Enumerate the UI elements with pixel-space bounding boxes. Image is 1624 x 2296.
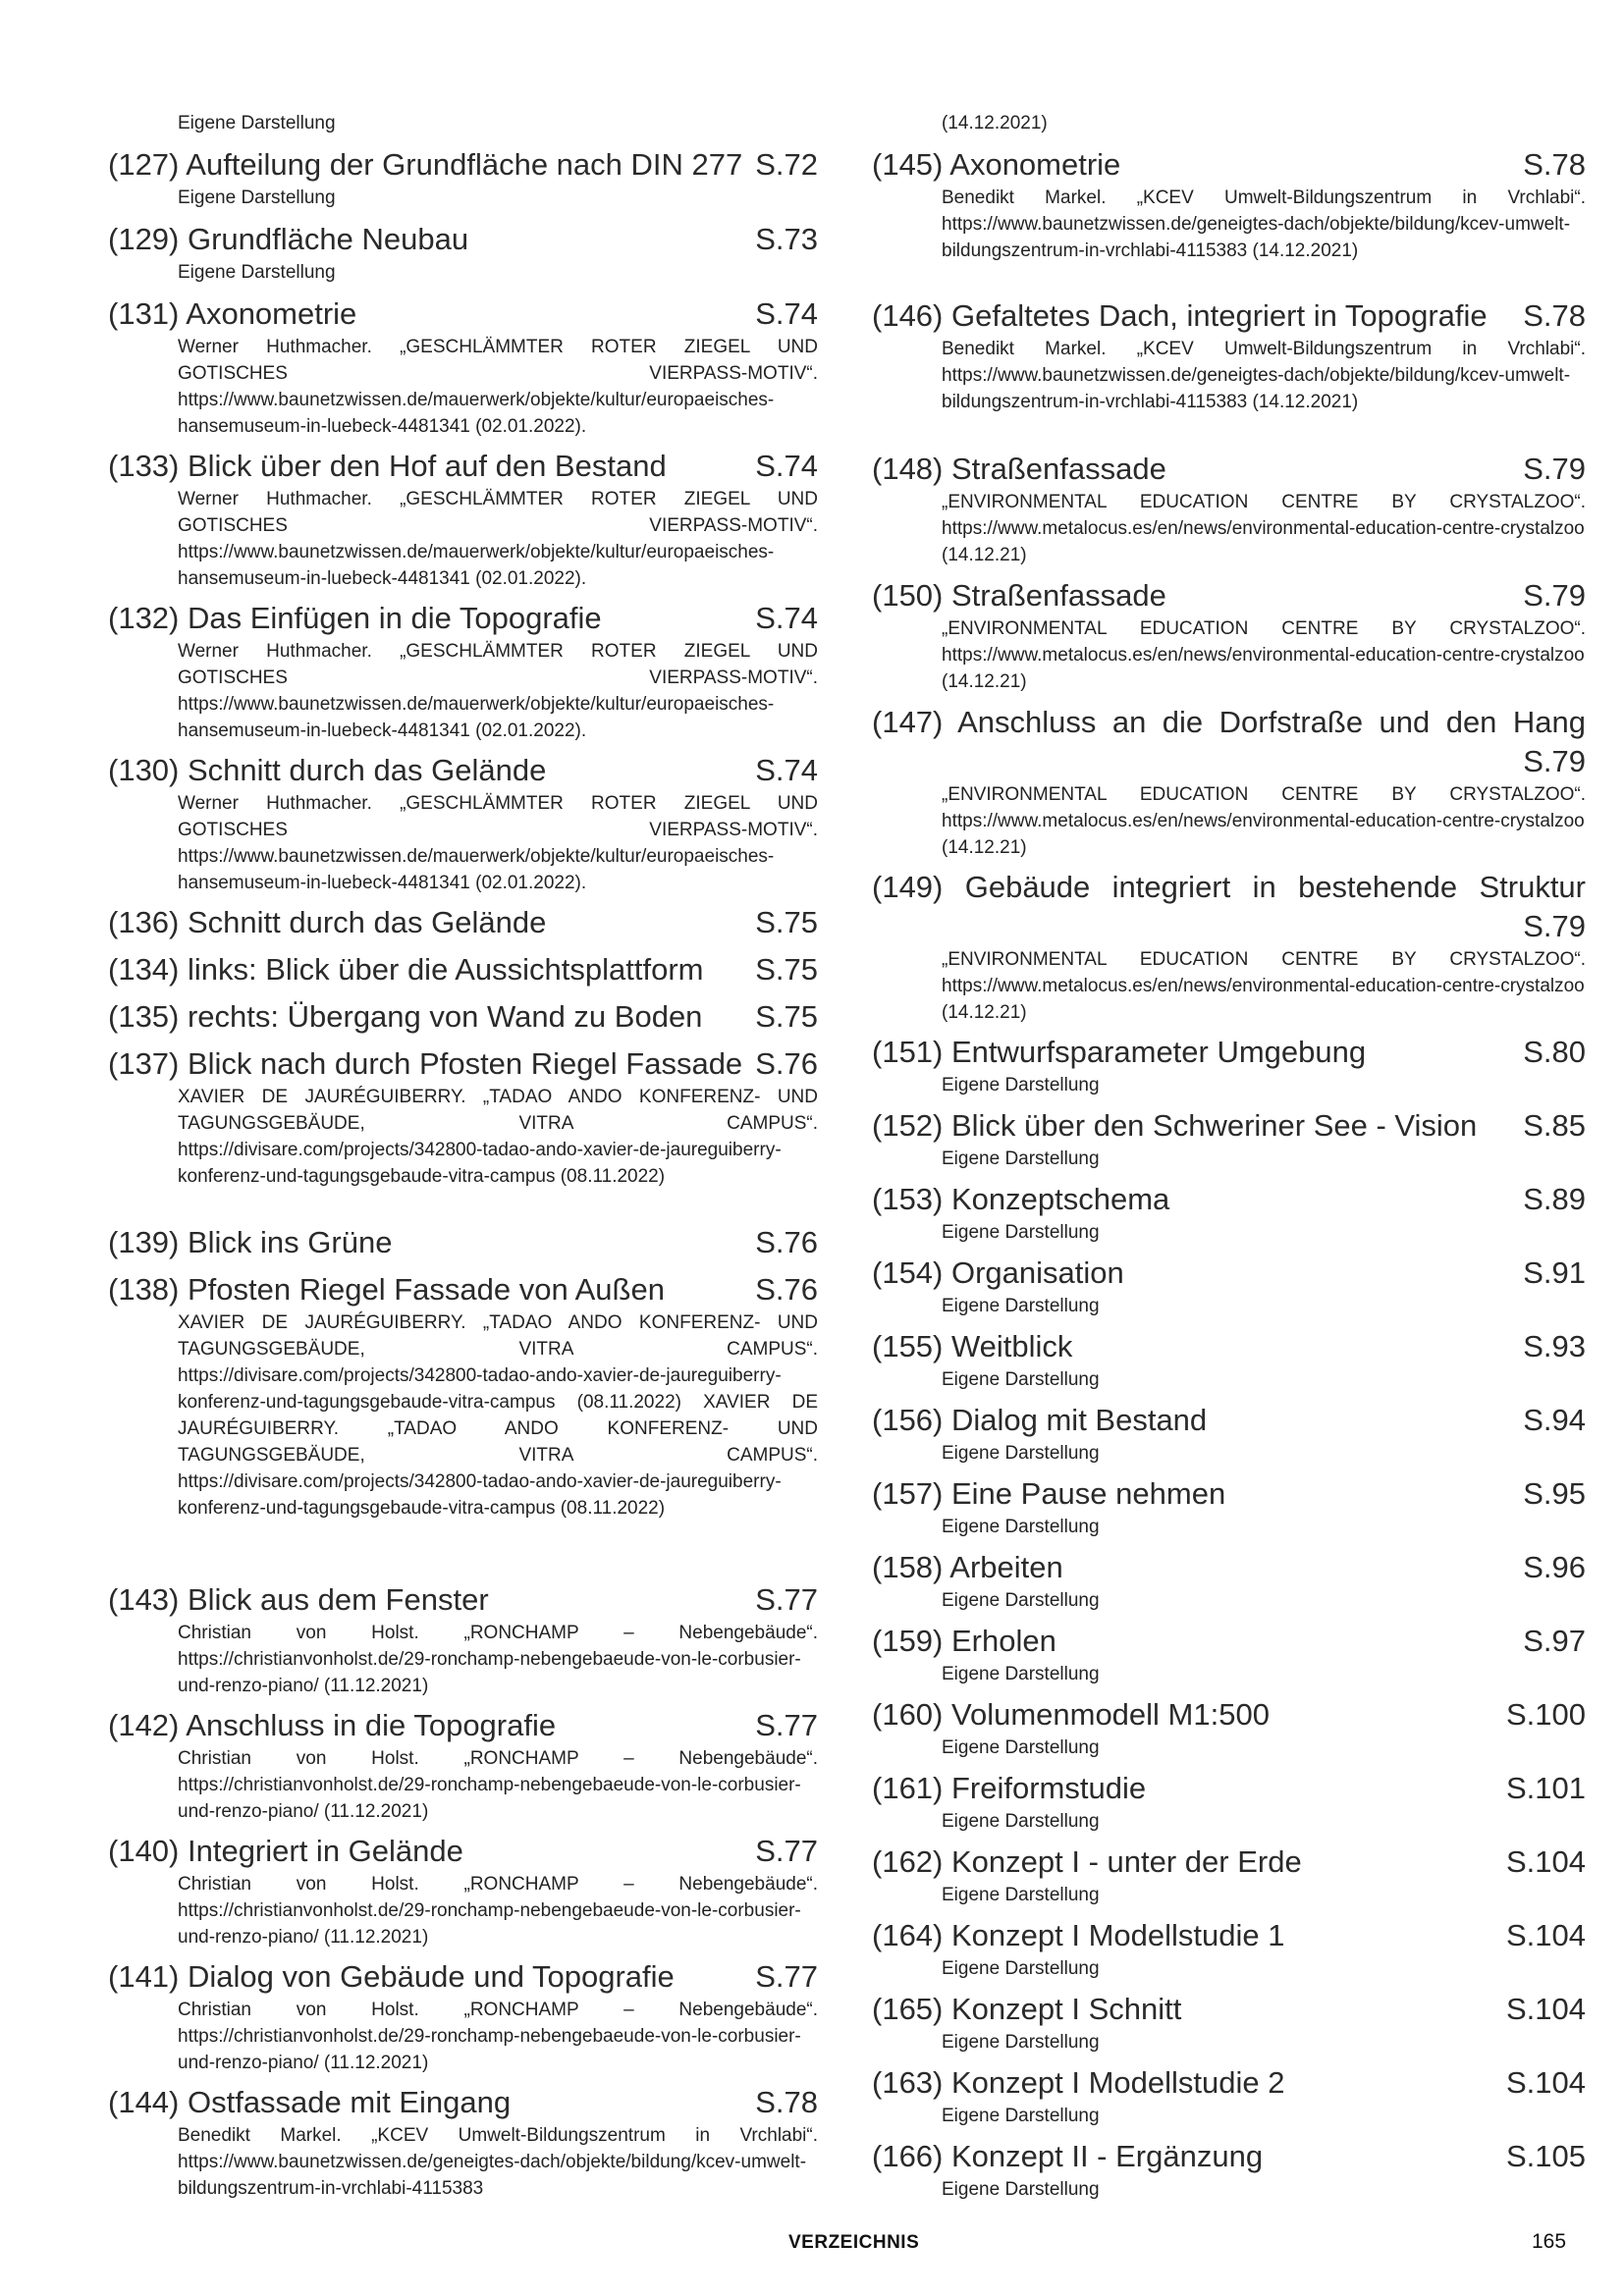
figure-title: (129) Grundfläche Neubau (108, 222, 469, 256)
figure-entry (108, 997, 818, 1037)
figure-source: Eigene Darstellung (942, 1590, 1100, 1611)
entry-heading (108, 903, 818, 942)
figure-source: Benedikt Markel. „KCEV Umwelt-Bildungszentrum in Vrchlabi“. https://www.baunetzwissen.de/geneigtes-dach/objekte/bildung/kcev-umwelt-bildungszentrum-in-vrchlabi-4115383 (178, 2125, 818, 2199)
entry-heading (872, 1033, 1586, 1072)
figure-entry (872, 2137, 1586, 2203)
figure-title: (159) Erholen (872, 1624, 1056, 1658)
figure-source: „ENVIRONMENTAL EDUCATION CENTRE BY CRYSTALZOO“. https://www.metalocus.es/en/news/environmental-education-centre-crystalzoo (14.12.21) (942, 618, 1586, 692)
figure-title: (158) Arbeiten (872, 1550, 1063, 1584)
figure-entry (108, 145, 818, 211)
entry-heading (872, 1327, 1586, 1366)
page-reference: S.74 (755, 753, 818, 787)
figure-source: Eigene Darstellung (942, 2179, 1100, 2200)
figure-entry (872, 1474, 1586, 1540)
figure-entry (872, 576, 1586, 695)
figure-title: (144) Ostfassade mit Eingang (108, 2085, 512, 2119)
figure-title: (157) Eine Pause nehmen (872, 1476, 1226, 1511)
figure-source: Eigene Darstellung (942, 1369, 1100, 1390)
entry-heading (872, 2063, 1586, 2103)
footer-page-number: 165 (1532, 2230, 1567, 2253)
page-reference: S.89 (1523, 1182, 1586, 1216)
figure-source: Eigene Darstellung (942, 1075, 1100, 1095)
figure-title: (153) Konzeptschema (872, 1182, 1170, 1216)
figure-entry (872, 1990, 1586, 2056)
page-reference: S.77 (755, 1582, 818, 1617)
entry-heading (108, 2083, 818, 2122)
figure-source: Benedikt Markel. „KCEV Umwelt-Bildungszentrum in Vrchlabi“. https://www.baunetzwissen.de/geneigtes-dach/objekte/bildung/kcev-umwelt-bildungszentrum-in-vrchlabi-4115383 (14.12.2021) (942, 187, 1586, 261)
page-reference: S.97 (1523, 1624, 1586, 1658)
figure-entry (108, 903, 818, 942)
page-reference: S.77 (755, 1834, 818, 1868)
figure-title: (140) Integriert in Gelände (108, 1834, 463, 1868)
page-reference: S.75 (755, 952, 818, 987)
page-reference: S.100 (1505, 1697, 1586, 1732)
entry-heading (872, 1401, 1586, 1440)
entry-heading (872, 1106, 1586, 1146)
page-reference: S.79 (1523, 578, 1586, 613)
figure-entry (108, 447, 818, 592)
figure-source: Eigene Darstellung (942, 1222, 1100, 1243)
entry-heading (108, 294, 818, 334)
continued-source-note: Eigene Darstellung (178, 113, 336, 133)
figure-source: Eigene Darstellung (178, 262, 336, 283)
entry-heading (872, 1990, 1586, 2029)
figure-source: Christian von Holst. „RONCHAMP – Nebengebäude“. https://christianvonholst.de/29-ronchamp-nebengebaeude-von-le-corbusier-und-renzo-piano/ (11.12.2021) (178, 1874, 818, 1948)
figure-title: (133) Blick über den Hof auf den Bestand (108, 449, 667, 483)
figure-title: (136) Schnitt durch das Gelände (108, 905, 547, 939)
figure-source: Eigene Darstellung (942, 1811, 1100, 1832)
entry-heading (108, 997, 818, 1037)
figure-entry (872, 868, 1586, 1026)
figure-title: (138) Pfosten Riegel Fassade von Außen (108, 1272, 665, 1307)
page-reference: S.72 (755, 147, 818, 182)
figure-entry (108, 1580, 818, 1699)
entry-heading (108, 950, 818, 989)
page-reference: S.96 (1523, 1550, 1586, 1584)
entry-heading (872, 1695, 1586, 1735)
page-reference: S.76 (755, 1046, 818, 1081)
figure-entry (872, 1842, 1586, 1908)
figure-title: (142) Anschluss in die Topografie (108, 1708, 557, 1742)
entry-heading (872, 703, 1586, 742)
figure-source: Christian von Holst. „RONCHAMP – Nebengebäude“. https://christianvonholst.de/29-ronchamp-nebengebaeude-von-le-corbusier-und-renzo-piano/ (11.12.2021) (178, 1748, 818, 1822)
figure-title: (152) Blick über den Schweriner See - Vision (872, 1108, 1478, 1143)
figure-source: Eigene Darstellung (942, 1443, 1100, 1464)
page-reference: S.75 (755, 999, 818, 1034)
figure-entry (872, 450, 1586, 568)
entry-heading (108, 1270, 818, 1309)
entry-heading (108, 1957, 818, 1997)
figure-entry (108, 1044, 818, 1190)
entry-heading (872, 2137, 1586, 2176)
page-reference: S.76 (755, 1225, 818, 1259)
entry-heading (872, 576, 1586, 615)
figure-source: Christian von Holst. „RONCHAMP – Nebengebäude“. https://christianvonholst.de/29-ronchamp-nebengebaeude-von-le-corbusier-und-renzo-piano/ (11.12.2021) (178, 1623, 818, 1696)
figure-title: (163) Konzept I Modellstudie 2 (872, 2065, 1285, 2100)
figure-source: Benedikt Markel. „KCEV Umwelt-Bildungszentrum in Vrchlabi“. https://www.baunetzwissen.de/geneigtes-dach/objekte/bildung/kcev-umwelt-bildungszentrum-in-vrchlabi-4115383 (14.12.2021) (942, 339, 1586, 412)
figure-title: (132) Das Einfügen in die Topografie (108, 601, 602, 635)
figure-source: Werner Huthmacher. „GESCHLÄMMTER ROTER ZIEGEL UND GOTISCHES VIERPASS-MOTIV“. https://www.baunetzwissen.de/mauerwerk/objekte/kultur/europaeisches-hansemuseum-in-luebeck-4481341 (02.01.2022). (178, 337, 818, 437)
figure-entry (872, 1695, 1586, 1761)
entry-heading (108, 447, 818, 486)
figure-source: Eigene Darstellung (178, 187, 336, 208)
entry-heading (108, 599, 818, 638)
figure-entry (872, 1033, 1586, 1098)
continued-source-note: (14.12.2021) (942, 113, 1048, 133)
figure-entry (108, 1957, 818, 2076)
figure-source: „ENVIRONMENTAL EDUCATION CENTRE BY CRYSTALZOO“. https://www.metalocus.es/en/news/environmental-education-centre-crystalzoo (14.12.21) (942, 492, 1586, 565)
figure-source: Werner Huthmacher. „GESCHLÄMMTER ROTER ZIEGEL UND GOTISCHES VIERPASS-MOTIV“. https://www.baunetzwissen.de/mauerwerk/objekte/kultur/europaeisches-hansemuseum-in-luebeck-4481341 (02.01.2022). (178, 793, 818, 893)
figure-entry (108, 294, 818, 440)
entry-heading (108, 1706, 818, 1745)
figure-title: (154) Organisation (872, 1255, 1124, 1290)
page-reference: S.79 (1523, 909, 1586, 943)
figure-title: (143) Blick aus dem Fenster (108, 1582, 489, 1617)
figure-entry (108, 751, 818, 896)
entry-heading (872, 1180, 1586, 1219)
page-reference: S.78 (1523, 147, 1586, 182)
figure-title: (146) Gefaltetes Dach, integriert in Topografie (872, 298, 1488, 333)
page-reference: S.104 (1505, 1992, 1586, 2026)
figure-entry (872, 1401, 1586, 1467)
figure-title: (137) Blick nach durch Pfosten Riegel Fassade (108, 1046, 743, 1081)
page-reference: S.95 (1523, 1476, 1586, 1511)
figure-title: (141) Dialog von Gebäude und Topografie (108, 1959, 675, 1994)
figure-source: Christian von Holst. „RONCHAMP – Nebengebäude“. https://christianvonholst.de/29-ronchamp-nebengebaeude-von-le-corbusier-und-renzo-piano/ (11.12.2021) (178, 2000, 818, 2073)
figure-title: (149) Gebäude integriert in bestehende Struktur (872, 870, 1586, 904)
figure-source: Werner Huthmacher. „GESCHLÄMMTER ROTER ZIEGEL UND GOTISCHES VIERPASS-MOTIV“. https://www.baunetzwissen.de/mauerwerk/objekte/kultur/europaeisches-hansemuseum-in-luebeck-4481341 (02.01.2022). (178, 489, 818, 589)
entry-heading (872, 1916, 1586, 1955)
entry-heading (108, 1223, 818, 1262)
entry-heading (872, 1548, 1586, 1587)
page-reference: S.79 (1523, 744, 1586, 778)
entry-heading (108, 1832, 818, 1871)
figure-source: Eigene Darstellung (942, 2032, 1100, 2053)
figure-title: (139) Blick ins Grüne (108, 1225, 393, 1259)
entry-heading (872, 450, 1586, 489)
entry-heading (108, 1044, 818, 1084)
footer-section-title: VERZEICHNIS (788, 2232, 920, 2253)
entry-heading (872, 1842, 1586, 1882)
figure-title: (160) Volumenmodell M1:500 (872, 1697, 1270, 1732)
entry-heading (108, 1580, 818, 1620)
page-reference: S.93 (1523, 1329, 1586, 1363)
entry-heading (108, 220, 818, 259)
figure-title: (135) rechts: Übergang von Wand zu Boden (108, 999, 703, 1034)
figure-title: (166) Konzept II - Ergänzung (872, 2139, 1264, 2173)
entry-heading (872, 868, 1586, 907)
figure-entry (872, 1548, 1586, 1614)
figure-entry (872, 1769, 1586, 1835)
figure-source: Eigene Darstellung (942, 1664, 1100, 1684)
figure-title: (147) Anschluss an die Dorfstraße und den Hang (872, 705, 1586, 739)
figure-entry (108, 950, 818, 989)
page-reference: S.73 (755, 222, 818, 256)
page-reference: S.78 (755, 2085, 818, 2119)
figure-title: (150) Straßenfassade (872, 578, 1166, 613)
figure-title: (161) Freiformstudie (872, 1771, 1147, 1805)
page-reference: S.78 (1523, 298, 1586, 333)
page-reference: S.76 (755, 1272, 818, 1307)
figure-title: (165) Konzept I Schnitt (872, 1992, 1182, 2026)
figure-entry (872, 1622, 1586, 1687)
figure-entry (108, 2083, 818, 2202)
figure-entry (872, 1106, 1586, 1172)
figure-entry (872, 703, 1586, 861)
page-reference: S.105 (1505, 2139, 1586, 2173)
figure-entry (108, 1706, 818, 1825)
figure-source: Eigene Darstellung (942, 1958, 1100, 1979)
entry-heading-page-line (872, 907, 1586, 946)
entry-heading (108, 751, 818, 790)
figure-source: „ENVIRONMENTAL EDUCATION CENTRE BY CRYSTALZOO“. https://www.metalocus.es/en/news/environmental-education-centre-crystalzoo (14.12.21) (942, 949, 1586, 1023)
figure-entry (108, 599, 818, 744)
figure-entry (872, 296, 1586, 415)
entry-heading (872, 145, 1586, 185)
figure-entry (108, 220, 818, 286)
page-reference: S.91 (1523, 1255, 1586, 1290)
entry-heading (872, 1622, 1586, 1661)
entry-heading (872, 1254, 1586, 1293)
figure-title: (156) Dialog mit Bestand (872, 1403, 1208, 1437)
figure-title: (130) Schnitt durch das Gelände (108, 753, 547, 787)
figure-entry (872, 1254, 1586, 1319)
figure-source: Werner Huthmacher. „GESCHLÄMMTER ROTER ZIEGEL UND GOTISCHES VIERPASS-MOTIV“. https://www.baunetzwissen.de/mauerwerk/objekte/kultur/europaeisches-hansemuseum-in-luebeck-4481341 (02.01.2022). (178, 641, 818, 741)
figure-source: XAVIER DE JAURÉGUIBERRY. „TADAO ANDO KONFERENZ- UND TAGUNGSGEBÄUDE, VITRA CAMPUS“. https://divisare.com/projects/342800-tadao-ando-xavier-de-jaureguiberry-konferenz-und-tagungsgebaude-vitra-campus (08.11.2022) XAVIER DE JAURÉGUIBERRY. „TADAO ANDO KONFERENZ- UND TAGUNGSGEBÄUDE, VITRA CAMPUS“. https://divisare.com/projects/342800-tadao-ando-xavier-de-jaureguiberry-konferenz-und-tagungsgebaude-vitra-campus (08.11.2022) (178, 1312, 818, 1519)
figure-source: Eigene Darstellung (942, 1296, 1100, 1316)
figure-source: „ENVIRONMENTAL EDUCATION CENTRE BY CRYSTALZOO“. https://www.metalocus.es/en/news/environmental-education-centre-crystalzoo (14.12.21) (942, 784, 1586, 858)
page-reference: S.104 (1505, 1844, 1586, 1879)
page-reference: S.77 (755, 1959, 818, 1994)
figure-title: (151) Entwurfsparameter Umgebung (872, 1035, 1367, 1069)
page-reference: S.80 (1523, 1035, 1586, 1069)
page-reference: S.94 (1523, 1403, 1586, 1437)
figure-title: (162) Konzept I - unter der Erde (872, 1844, 1302, 1879)
figure-source: Eigene Darstellung (942, 1148, 1100, 1169)
figure-source: XAVIER DE JAURÉGUIBERRY. „TADAO ANDO KONFERENZ- UND TAGUNGSGEBÄUDE, VITRA CAMPUS“. https://divisare.com/projects/342800-tadao-ando-xavier-de-jaureguiberry-konferenz-und-tagungsgebaude-vitra-campus (08.11.2022) (178, 1087, 818, 1187)
page-reference: S.77 (755, 1708, 818, 1742)
page-reference: S.104 (1505, 2065, 1586, 2100)
figure-entry (108, 1270, 818, 1522)
page-reference: S.79 (1523, 452, 1586, 486)
figure-title: (134) links: Blick über die Aussichtsplattform (108, 952, 704, 987)
figure-title: (155) Weitblick (872, 1329, 1073, 1363)
page-reference: S.74 (755, 296, 818, 331)
entry-heading (108, 145, 818, 185)
figure-source: Eigene Darstellung (942, 1737, 1100, 1758)
figure-entry (872, 2063, 1586, 2129)
figure-title: (148) Straßenfassade (872, 452, 1166, 486)
figure-entry (108, 1832, 818, 1950)
page-reference: S.101 (1505, 1771, 1586, 1805)
entry-heading (872, 1769, 1586, 1808)
entry-heading-page-line (872, 742, 1586, 781)
figure-entry (872, 1327, 1586, 1393)
figure-entry (108, 1223, 818, 1262)
figure-source: Eigene Darstellung (942, 1517, 1100, 1537)
page-reference: S.74 (755, 601, 818, 635)
figure-title: (145) Axonometrie (872, 147, 1121, 182)
figure-entry (872, 1916, 1586, 1982)
page-reference: S.74 (755, 449, 818, 483)
figure-entry (872, 145, 1586, 264)
figure-source: Eigene Darstellung (942, 2106, 1100, 2126)
figure-title: (127) Aufteilung der Grundfläche nach DIN 277 (108, 147, 743, 182)
figure-source: Eigene Darstellung (942, 1885, 1100, 1905)
figure-entry (872, 1180, 1586, 1246)
page-reference: S.75 (755, 905, 818, 939)
figure-title: (131) Axonometrie (108, 296, 357, 331)
entry-heading (872, 296, 1586, 336)
figure-title: (164) Konzept I Modellstudie 1 (872, 1918, 1285, 1952)
page-reference: S.104 (1505, 1918, 1586, 1952)
page-reference: S.85 (1523, 1108, 1586, 1143)
entry-heading (872, 1474, 1586, 1514)
